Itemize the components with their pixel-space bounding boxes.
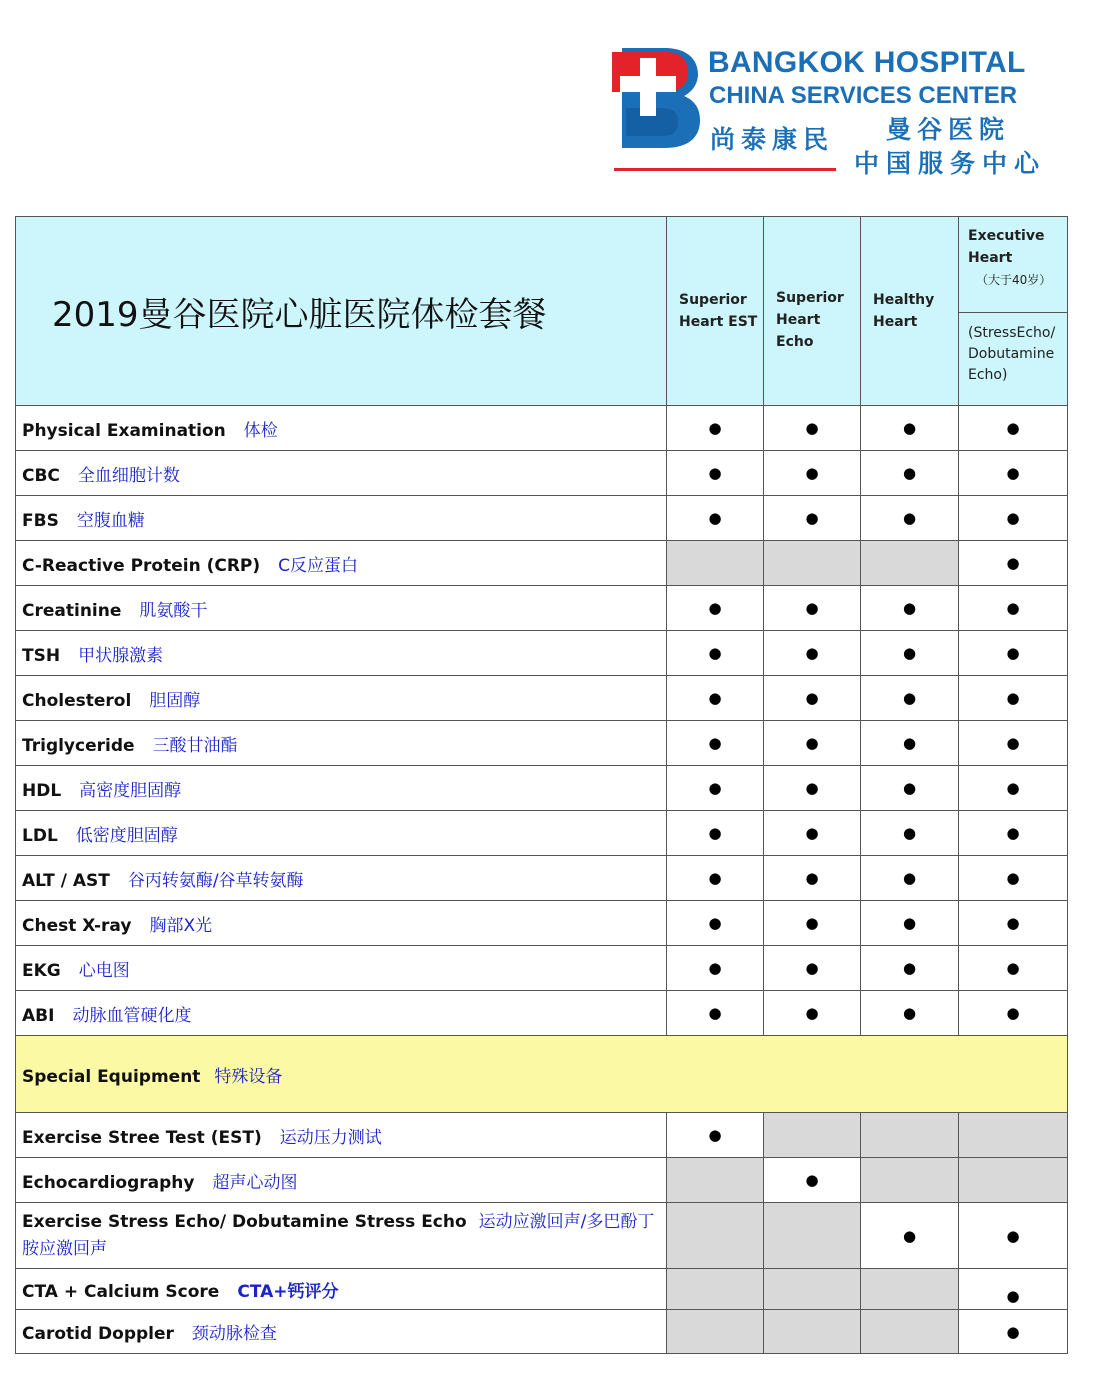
- row-label-cell: [16, 451, 667, 496]
- not-included-cell: [861, 1269, 959, 1310]
- item-name-cn: 高密度胆固醇: [79, 780, 182, 801]
- not-included-cell: [667, 1269, 764, 1310]
- row-label-cell: [16, 811, 667, 856]
- bullet-icon: ●: [1006, 824, 1020, 842]
- item-name-en: Cholesterol: [22, 690, 132, 711]
- bullet-icon: ●: [1006, 419, 1020, 437]
- section-heading-cn: 特殊设备: [214, 1066, 283, 1087]
- included-cell: [959, 406, 1068, 451]
- table-row: [16, 721, 1068, 766]
- included-cell: [861, 586, 959, 631]
- included-cell: [959, 991, 1068, 1036]
- item-name-en: Triglyceride: [22, 735, 135, 756]
- not-included-cell: [764, 1269, 861, 1310]
- column-label-line: Superior: [776, 290, 844, 306]
- bullet-icon: ●: [902, 779, 917, 797]
- bullet-icon: ●: [902, 689, 917, 707]
- bullet-icon: ●: [805, 644, 819, 662]
- row-label-cell: [16, 631, 667, 676]
- not-included-cell: [667, 1203, 764, 1269]
- logo-name-en-line1: BANGKOK HOSPITAL: [708, 46, 1026, 79]
- table-row: [16, 1113, 1068, 1158]
- special-equipment-section-row: [16, 1036, 1068, 1113]
- row-label-cell: [16, 541, 667, 586]
- item-name-cn: 三酸甘油酯: [152, 735, 238, 756]
- not-included-cell: [861, 541, 959, 586]
- column-header-superior-heart-echo: [764, 217, 861, 406]
- not-included-cell: [667, 1158, 764, 1203]
- item-name-en: Exercise Stress Echo/ Dobutamine Stress Echo: [22, 1211, 467, 1232]
- not-included-cell: [861, 1158, 959, 1203]
- row-label-cell: [16, 496, 667, 541]
- row-label-cell: [16, 901, 667, 946]
- bullet-icon: ●: [902, 824, 917, 842]
- column-label-line: Superior: [679, 292, 747, 308]
- included-cell: [959, 811, 1068, 856]
- section-heading-en: Special Equipment: [22, 1066, 201, 1087]
- bullet-icon: ●: [902, 869, 917, 887]
- table-row: [16, 406, 1068, 451]
- bullet-icon: ●: [805, 509, 819, 527]
- bullet-icon: ●: [708, 779, 722, 797]
- included-cell: [861, 901, 959, 946]
- bullet-icon: ●: [708, 644, 722, 662]
- included-cell: [959, 631, 1068, 676]
- not-included-cell: [764, 1310, 861, 1354]
- bullet-icon: ●: [902, 464, 917, 482]
- item-name-en: TSH: [22, 645, 61, 666]
- bullet-icon: ●: [1006, 689, 1020, 707]
- bullet-icon: ●: [805, 464, 819, 482]
- bullet-icon: ●: [1006, 734, 1020, 752]
- item-name-en: Exercise Stree Test (EST): [22, 1127, 262, 1148]
- included-cell: [861, 406, 959, 451]
- included-cell: [959, 541, 1068, 586]
- bullet-icon: ●: [805, 1171, 819, 1189]
- item-name-en: HDL: [22, 780, 62, 801]
- column-header-healthy-heart: [861, 217, 959, 406]
- bullet-icon: ●: [805, 959, 819, 977]
- executive-sub-line3: Echo): [968, 367, 1008, 383]
- bullet-icon: ●: [1006, 779, 1020, 797]
- item-name-cn: 动脉血管硬化度: [72, 1005, 192, 1026]
- included-cell: [667, 451, 764, 496]
- included-cell: [861, 991, 959, 1036]
- bullet-icon: ●: [805, 419, 819, 437]
- bullet-icon: ●: [708, 689, 722, 707]
- included-cell: [861, 856, 959, 901]
- item-name-en: CTA + Calcium Score: [22, 1281, 220, 1302]
- included-cell: [764, 1158, 861, 1203]
- included-cell: [667, 811, 764, 856]
- included-cell: [764, 406, 861, 451]
- included-cell: [764, 586, 861, 631]
- not-included-cell: [667, 541, 764, 586]
- hospital-cross-b-icon: [612, 48, 700, 148]
- page-title: 2019曼谷医院心脏医院体检套餐: [52, 294, 547, 335]
- item-name-cn: 谷丙转氨酶/谷草转氨酶: [127, 870, 304, 891]
- item-name-en: ALT / AST: [22, 870, 110, 891]
- row-label-cell: [16, 721, 667, 766]
- included-cell: [959, 586, 1068, 631]
- item-name-en: ABI: [22, 1005, 55, 1026]
- bullet-icon: ●: [1006, 554, 1020, 572]
- bullet-icon: ●: [902, 599, 917, 617]
- table-row: [16, 541, 1068, 586]
- bullet-icon: ●: [708, 824, 722, 842]
- not-included-cell: [764, 1113, 861, 1158]
- column-label-line: Heart: [873, 314, 918, 330]
- included-cell: [861, 946, 959, 991]
- included-cell: [861, 721, 959, 766]
- included-cell: [959, 676, 1068, 721]
- row-label-cell: [16, 856, 667, 901]
- row-label-cell: [16, 946, 667, 991]
- included-cell: [861, 811, 959, 856]
- item-name-cn: 心电图: [78, 960, 130, 981]
- not-included-cell: [959, 1158, 1068, 1203]
- included-cell: [667, 1113, 764, 1158]
- included-cell: [667, 991, 764, 1036]
- bullet-icon: ●: [805, 779, 819, 797]
- included-cell: [764, 676, 861, 721]
- bullet-icon: ●: [805, 1004, 819, 1022]
- bullet-icon: ●: [708, 1126, 722, 1144]
- executive-sub-line1: (StressEcho/: [968, 325, 1056, 341]
- included-cell: [667, 946, 764, 991]
- included-cell: [667, 406, 764, 451]
- item-name-cn: 全血细胞计数: [77, 465, 180, 486]
- included-cell: [861, 451, 959, 496]
- included-cell: [667, 721, 764, 766]
- bullet-icon: ●: [1006, 959, 1020, 977]
- item-name-cn: 运动压力测试: [279, 1127, 382, 1148]
- included-cell: [667, 586, 764, 631]
- included-cell: [764, 451, 861, 496]
- included-cell: [764, 631, 861, 676]
- table-row: [16, 1203, 1068, 1269]
- bullet-icon: ●: [708, 959, 722, 977]
- included-cell: [764, 856, 861, 901]
- row-label-cell: [16, 676, 667, 721]
- item-name-cn: 颈动脉检查: [191, 1324, 277, 1344]
- bullet-icon: ●: [902, 509, 917, 527]
- item-name-en: Chest X-ray: [22, 915, 132, 936]
- included-cell: [959, 1203, 1068, 1269]
- bullet-icon: ●: [902, 914, 917, 932]
- row-label-cell: [16, 1269, 667, 1310]
- item-name-cn: 超声心动图: [212, 1172, 298, 1193]
- table-header-row: [16, 217, 1068, 406]
- included-cell: [764, 946, 861, 991]
- included-cell: [764, 721, 861, 766]
- row-label-cell: [16, 406, 667, 451]
- table-row: [16, 451, 1068, 496]
- bullet-icon: ●: [708, 734, 722, 752]
- bullet-icon: ●: [708, 599, 722, 617]
- bullet-icon: ●: [1006, 1004, 1020, 1022]
- row-label-cell: [16, 991, 667, 1036]
- bullet-icon: ●: [708, 914, 722, 932]
- included-cell: [861, 631, 959, 676]
- logo-name-en-line2: CHINA SERVICES CENTER: [709, 82, 1018, 109]
- logo-name-cn-left: 尚泰康民: [710, 125, 835, 154]
- item-name-cn: 甲状腺激素: [78, 645, 164, 666]
- bullet-icon: ●: [902, 959, 917, 977]
- bullet-icon: ●: [805, 824, 819, 842]
- row-label-cell: [16, 586, 667, 631]
- column-label-line: Heart: [776, 312, 821, 328]
- table-row: [16, 991, 1068, 1036]
- item-name-cn: 体检: [243, 420, 278, 441]
- section-heading-cell: [16, 1036, 1068, 1113]
- included-cell: [764, 496, 861, 541]
- bullet-icon: ●: [1006, 869, 1020, 887]
- bullet-icon: ●: [708, 869, 722, 887]
- table-row: [16, 946, 1068, 991]
- included-cell: [861, 1203, 959, 1269]
- checkup-package-table: [15, 216, 1068, 1354]
- included-cell: [959, 451, 1068, 496]
- included-cell: [861, 766, 959, 811]
- bullet-icon: ●: [902, 419, 917, 437]
- included-cell: [959, 1310, 1068, 1354]
- item-name-cn: 肌氨酸干: [139, 600, 208, 621]
- not-included-cell: [861, 1310, 959, 1354]
- included-cell: [667, 901, 764, 946]
- bullet-icon: ●: [708, 509, 722, 527]
- column-label-line: Healthy: [873, 292, 935, 308]
- included-cell: [667, 856, 764, 901]
- item-name-en: Echocardiography: [22, 1172, 195, 1193]
- table-title-cell: [16, 217, 667, 406]
- included-cell: [764, 991, 861, 1036]
- item-name-en: EKG: [22, 960, 61, 981]
- executive-age-note: （大于40岁）: [976, 273, 1052, 287]
- table-row: [16, 586, 1068, 631]
- row-label-cell: [16, 1203, 667, 1269]
- included-cell: [667, 766, 764, 811]
- item-name-cn: C反应蛋白: [278, 555, 359, 576]
- included-cell: [667, 631, 764, 676]
- item-name-en: CBC: [22, 465, 60, 486]
- bullet-icon: ●: [902, 734, 917, 752]
- bullet-icon: ●: [902, 1004, 917, 1022]
- executive-label-line1: Executive: [968, 228, 1045, 244]
- included-cell: [667, 676, 764, 721]
- bullet-icon: ●: [902, 1226, 917, 1245]
- included-cell: [764, 811, 861, 856]
- column-header-executive-heart: [959, 217, 1068, 406]
- bullet-icon: ●: [708, 464, 722, 482]
- item-name-cn: 空腹血糖: [76, 510, 145, 531]
- bullet-icon: ●: [805, 599, 819, 617]
- bullet-icon: ●: [805, 869, 819, 887]
- item-name-en: Physical Examination: [22, 420, 226, 441]
- not-included-cell: [764, 1203, 861, 1269]
- included-cell: [959, 766, 1068, 811]
- bullet-icon: ●: [1006, 464, 1020, 482]
- item-name-cn: 低密度胆固醇: [75, 825, 178, 846]
- executive-sub-line2: Dobutamine: [968, 346, 1055, 362]
- row-label-cell: [16, 1113, 667, 1158]
- table-row: [16, 1269, 1068, 1310]
- included-cell: [959, 1269, 1068, 1310]
- item-name-cn: 胆固醇: [149, 690, 201, 711]
- item-name-en: Creatinine: [22, 600, 122, 621]
- item-name-cn: 胸部X光: [149, 915, 213, 936]
- bullet-icon: ●: [708, 419, 722, 437]
- included-cell: [861, 496, 959, 541]
- included-cell: [959, 721, 1068, 766]
- included-cell: [959, 856, 1068, 901]
- item-name-en: C-Reactive Protein (CRP): [22, 555, 261, 576]
- bullet-icon: ●: [1006, 1322, 1020, 1341]
- included-cell: [764, 901, 861, 946]
- bullet-icon: ●: [902, 644, 917, 662]
- bullet-icon: ●: [805, 734, 819, 752]
- logo-red-underline: [614, 168, 836, 171]
- bullet-icon: ●: [1006, 509, 1020, 527]
- column-header-superior-heart-est: [667, 217, 764, 406]
- executive-label-line2: Heart: [968, 250, 1013, 266]
- bullet-icon: ●: [1006, 1287, 1020, 1305]
- included-cell: [861, 676, 959, 721]
- not-included-cell: [959, 1113, 1068, 1158]
- table-row: [16, 496, 1068, 541]
- logo-name-cn-right-line1: 曼谷医院: [886, 115, 1011, 144]
- table-row: [16, 1158, 1068, 1203]
- included-cell: [959, 901, 1068, 946]
- bullet-icon: ●: [805, 914, 819, 932]
- included-cell: [667, 496, 764, 541]
- table-row: [16, 766, 1068, 811]
- included-cell: [764, 766, 861, 811]
- row-label-cell: [16, 1158, 667, 1203]
- not-included-cell: [667, 1310, 764, 1354]
- table-row: [16, 901, 1068, 946]
- table-row: [16, 1310, 1068, 1354]
- hospital-logo: [612, 44, 1062, 179]
- included-cell: [959, 946, 1068, 991]
- item-name-cn: CTA+钙评分: [237, 1281, 339, 1302]
- item-name-en: FBS: [22, 510, 59, 531]
- table-row: [16, 631, 1068, 676]
- item-name-cn: 运动应激回声/多巴酚丁胺应激回声: [22, 1211, 655, 1259]
- column-label-line: Heart EST: [679, 314, 758, 330]
- table-row: [16, 676, 1068, 721]
- row-label-cell: [16, 766, 667, 811]
- bullet-icon: ●: [1006, 914, 1020, 932]
- bullet-icon: ●: [1006, 599, 1020, 617]
- logo-name-cn-right-line2: 中国服务中心: [854, 149, 1047, 178]
- bullet-icon: ●: [1006, 644, 1020, 662]
- column-label-line: Echo: [776, 334, 814, 350]
- not-included-cell: [764, 541, 861, 586]
- table-row: [16, 856, 1068, 901]
- item-name-en: LDL: [22, 825, 58, 846]
- table-row: [16, 811, 1068, 856]
- bullet-icon: ●: [1006, 1226, 1020, 1245]
- bullet-icon: ●: [708, 1004, 722, 1022]
- included-cell: [959, 496, 1068, 541]
- item-name-en: Carotid Doppler: [22, 1324, 174, 1344]
- bullet-icon: ●: [805, 689, 819, 707]
- not-included-cell: [861, 1113, 959, 1158]
- row-label-cell: [16, 1310, 667, 1354]
